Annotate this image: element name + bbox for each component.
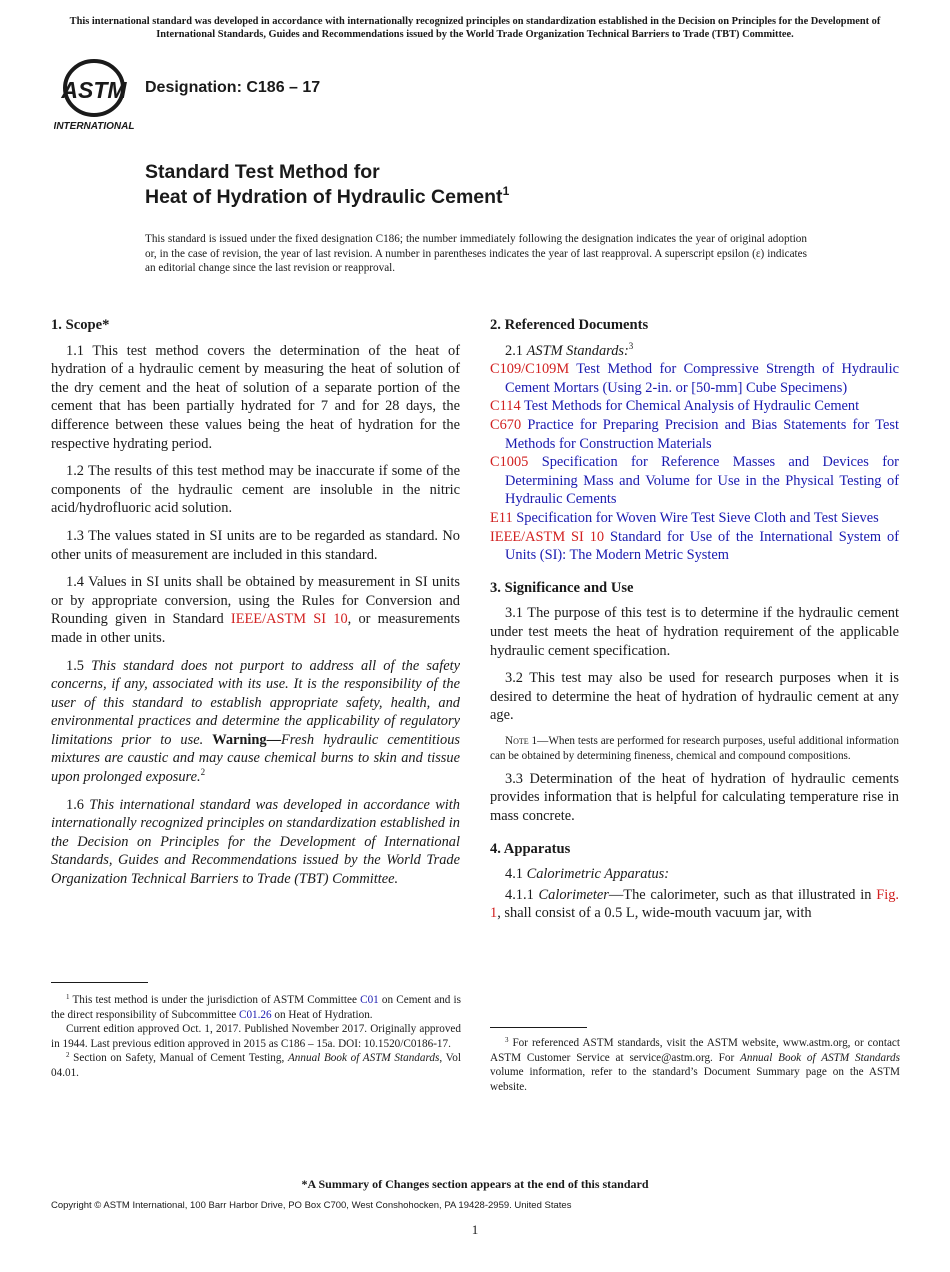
- document-title: [145, 160, 509, 210]
- para-4-1: [490, 865, 899, 884]
- footnote-1-text-a: This test method is under the jurisdiction of ASTM Committee: [69, 994, 361, 1006]
- logo-main-text: ASTM: [61, 77, 127, 103]
- reference-title-link[interactable]: Standard for Use of the International System of Units (SI): The Modern Metric System: [505, 528, 899, 564]
- para-1-5: [51, 657, 460, 787]
- reference-title-link[interactable]: Test Method for Compressive Strength of Hydraulic Cement Mortars (Using 2-in. or [50-mm] Cube Specimens): [505, 361, 899, 396]
- warning-label: Warning—: [212, 731, 282, 748]
- para-1-6: [51, 796, 460, 889]
- si10-link[interactable]: IEEE/ASTM SI 10: [230, 611, 348, 628]
- footnote-1-text-c: on Heat of Hydration.: [271, 1008, 373, 1021]
- astm-logo-icon: [54, 58, 134, 134]
- footnote-2: [51, 1051, 461, 1080]
- footnote-1: [51, 993, 461, 1022]
- subheading-number: 2.1: [505, 342, 527, 359]
- para-3-2: 3.2 This test may also be used for research purposes when it is desired to determine the heat of hydration of hydraulic cement at any age.: [490, 670, 899, 724]
- reference-item: [490, 397, 899, 416]
- reference-code-link[interactable]: C1005: [490, 454, 529, 471]
- reference-title-link[interactable]: Practice for Preparing Precision and Bias Statements for Test Methods for Construction Materials: [505, 416, 899, 452]
- note-1: [490, 734, 899, 764]
- reference-title-link[interactable]: Specification for Reference Masses and Devices for Determining Mass and Volume for Use in the Physical Testing of Hydraulic Cements: [505, 454, 899, 508]
- referenced-documents-heading: 2. Referenced Documents: [490, 317, 649, 333]
- summary-of-changes-notice: *A Summary of Changes section appears at the end of this standard: [301, 1177, 649, 1191]
- footnotes-right: [490, 1036, 900, 1094]
- reference-item: [490, 509, 899, 528]
- footnote-2-mark: 2: [66, 1051, 70, 1059]
- reference-item: [490, 528, 899, 565]
- footnote-2-text-a: Section on Safety, Manual of Cement Testing,: [69, 1052, 288, 1064]
- footnote-3-italic: Annual Book of ASTM Standards: [740, 1051, 900, 1064]
- para-3-3: 3.3 Determination of the heat of hydration of hydraulic cements provides information that is helpful for calculating temperature rise in mass concrete.: [490, 770, 899, 825]
- footnote-1-edition: Current edition approved Oct. 1, 2017. Published November 2017. Originally approved in 1944. Last previous edition approved in 2015 as C186 – 15a. DOI: 10.1520/C0186-17.: [51, 1023, 461, 1050]
- reference-title-link[interactable]: Specification for Woven Wire Test Sieve Cloth and Test Sieves: [516, 509, 879, 526]
- reference-item: [490, 416, 899, 453]
- top-notice: This international standard was developed in accordance with internationally recognized principles on standardization established in the Decision on Principles for the Development of International Standards, Guides and Recommendations issued by the World Trade Organization Technical Barriers to Trade (TBT) Committee.: [69, 16, 881, 40]
- para-4-1-1-number: 4.1.1: [505, 886, 539, 903]
- warning-text: Fresh hydraulic cementitious mixtures are caustic and may cause chemical burns to skin and tissue upon prolonged exposure.: [51, 731, 460, 786]
- para-4-1-1-text-b: , shall consist of a 0.5 L, wide-mouth vacuum jar, with: [497, 905, 812, 922]
- significance-heading: 3. Significance and Use: [490, 579, 634, 596]
- note-text: 1—When tests are performed for research purposes, useful additional information can be obtained by determining fineness, chemical and compound compositions.: [490, 734, 899, 762]
- footnote-mark-2: 2: [200, 767, 206, 778]
- reference-code-link[interactable]: C109/C109M: [490, 361, 570, 378]
- title-line-2-text: Heat of Hydration of Hydraulic Cement: [145, 186, 503, 208]
- footnote-1-mark: 1: [66, 993, 70, 1001]
- footnote-2-text-b: , Vol 04.01.: [51, 1052, 461, 1079]
- right-column: [490, 316, 899, 932]
- note-label: Note: [505, 734, 529, 747]
- reference-item: [490, 360, 899, 397]
- para-1-6-italic: This international standard was developed in accordance with internationally recognized principles on standardization established in the Decision on Principles for the Development of International Standards, Guides and Recommendations issued by the World Trade Organization Technical Barriers to Trade (TBT) Committee.: [51, 796, 460, 888]
- para-1-5-italic: This standard does not purport to address all of the safety concerns, if any, associated with its use. It is the responsibility of the user of this standard to establish appropriate safety, health, and environmental practices and determine the applicability of regulatory limitations prior to use.: [51, 657, 460, 748]
- scope-heading: 1. Scope*: [51, 317, 110, 333]
- para-4-1-italic: Calorimetric Apparatus:: [526, 866, 670, 883]
- committee-c01-link[interactable]: C01: [360, 994, 379, 1006]
- para-1-5-number: 1.5: [66, 657, 92, 674]
- fig-1-link[interactable]: Fig. 1: [490, 886, 899, 922]
- copyright: Copyright © ASTM International, 100 Barr Harbor Drive, PO Box C700, West Conshohocken, PA 19428-2959. United States: [51, 1200, 572, 1211]
- footnote-1-text-b: on Cement and is the direct responsibility of Subcommittee: [51, 994, 462, 1021]
- para-1-2: 1.2 The results of this test method may be inaccurate if some of the components of the hydraulic cement are insoluble in the nitric acid/hydrofluoric acid solution.: [51, 463, 460, 517]
- para-4-1-1: [490, 886, 899, 923]
- designation: Designation: C186 – 17: [145, 79, 321, 96]
- footnote-3: [490, 1036, 900, 1094]
- footnote-rule-right: [490, 1027, 587, 1028]
- logo-sub-text: INTERNATIONAL: [54, 121, 134, 132]
- para-1-4: [51, 573, 460, 647]
- footnote-3-text-b: volume information, refer to the standard’s Document Summary page on the ASTM website.: [490, 1066, 900, 1093]
- reference-list: [490, 360, 899, 565]
- astm-standards-subheading: [490, 342, 899, 361]
- subcommittee-c01-26-link[interactable]: C01.26: [238, 1008, 272, 1021]
- astm-logo: [54, 58, 134, 134]
- reference-title-link[interactable]: Test Methods for Chemical Analysis of Hydraulic Cement: [524, 398, 860, 415]
- reference-code-link[interactable]: C114: [490, 398, 521, 415]
- title-line-2: [145, 185, 509, 210]
- para-1-4-text-b: , or measurements made in other units.: [51, 611, 460, 646]
- para-4-1-number: 4.1: [505, 866, 527, 883]
- apparatus-heading: 4. Apparatus: [490, 840, 571, 857]
- left-column: [51, 316, 460, 898]
- title-line-1: Standard Test Method for: [145, 161, 380, 183]
- footnote-3-text-a: For referenced ASTM standards, visit the ASTM website, www.astm.org, or contact ASTM Customer Service at service@astm.org. For: [490, 1037, 900, 1064]
- para-1-1: 1.1 This test method covers the determination of the heat of hydration of a hydraulic cement by measuring the heat of solution of the dry cement and the heat of solution of a separate portion of the cement that has been partially hydrated for 7 and for 28 days, the difference between these values being the heat of hydration for the respective hydrating period.: [51, 342, 460, 452]
- para-1-3: 1.3 The values stated in SI units are to be regarded as standard. No other units of measurement are included in this standard.: [51, 527, 460, 563]
- issuance-statement: This standard is issued under the fixed designation C186; the number immediately following the designation indicates the year of original adoption or, in the case of revision, the year of last revision. A number in parentheses indicates the year of last reapproval. A superscript epsilon (ε) indicates an editorial change since the last revision or reapproval.: [145, 233, 807, 274]
- para-3-1: 3.1 The purpose of this test is to determine if the hydraulic cement under test meets the heat of hydration requirement of the applicable hydraulic cement specification.: [490, 605, 899, 659]
- footnote-rule-left: [51, 982, 148, 983]
- reference-code-link[interactable]: C670: [490, 416, 522, 433]
- footnote-2-italic: Annual Book of ASTM Standards: [287, 1052, 440, 1064]
- footnote-3-mark: 3: [505, 1036, 509, 1044]
- reference-item: [490, 453, 899, 509]
- reference-code-link[interactable]: IEEE/ASTM SI 10: [490, 528, 605, 545]
- title-footnote-mark: 1: [502, 184, 510, 198]
- footnote-mark-3: 3: [628, 340, 634, 351]
- para-4-1-1-text-a: —The calorimeter, such as that illustrated in: [608, 886, 877, 903]
- reference-code-link[interactable]: E11: [490, 509, 513, 526]
- subheading-label: ASTM Standards:: [526, 342, 629, 359]
- footnotes-left: [51, 993, 461, 1080]
- para-1-6-number: 1.6: [66, 796, 90, 813]
- page-number: 1: [471, 1222, 479, 1237]
- para-1-4-text-a: 1.4 Values in SI units shall be obtained by measurement in SI units or by appropriate conversion, using the Rules for Conversion and Rounding given in Standard: [51, 574, 460, 628]
- para-4-1-1-italic: Calorimeter: [538, 886, 609, 903]
